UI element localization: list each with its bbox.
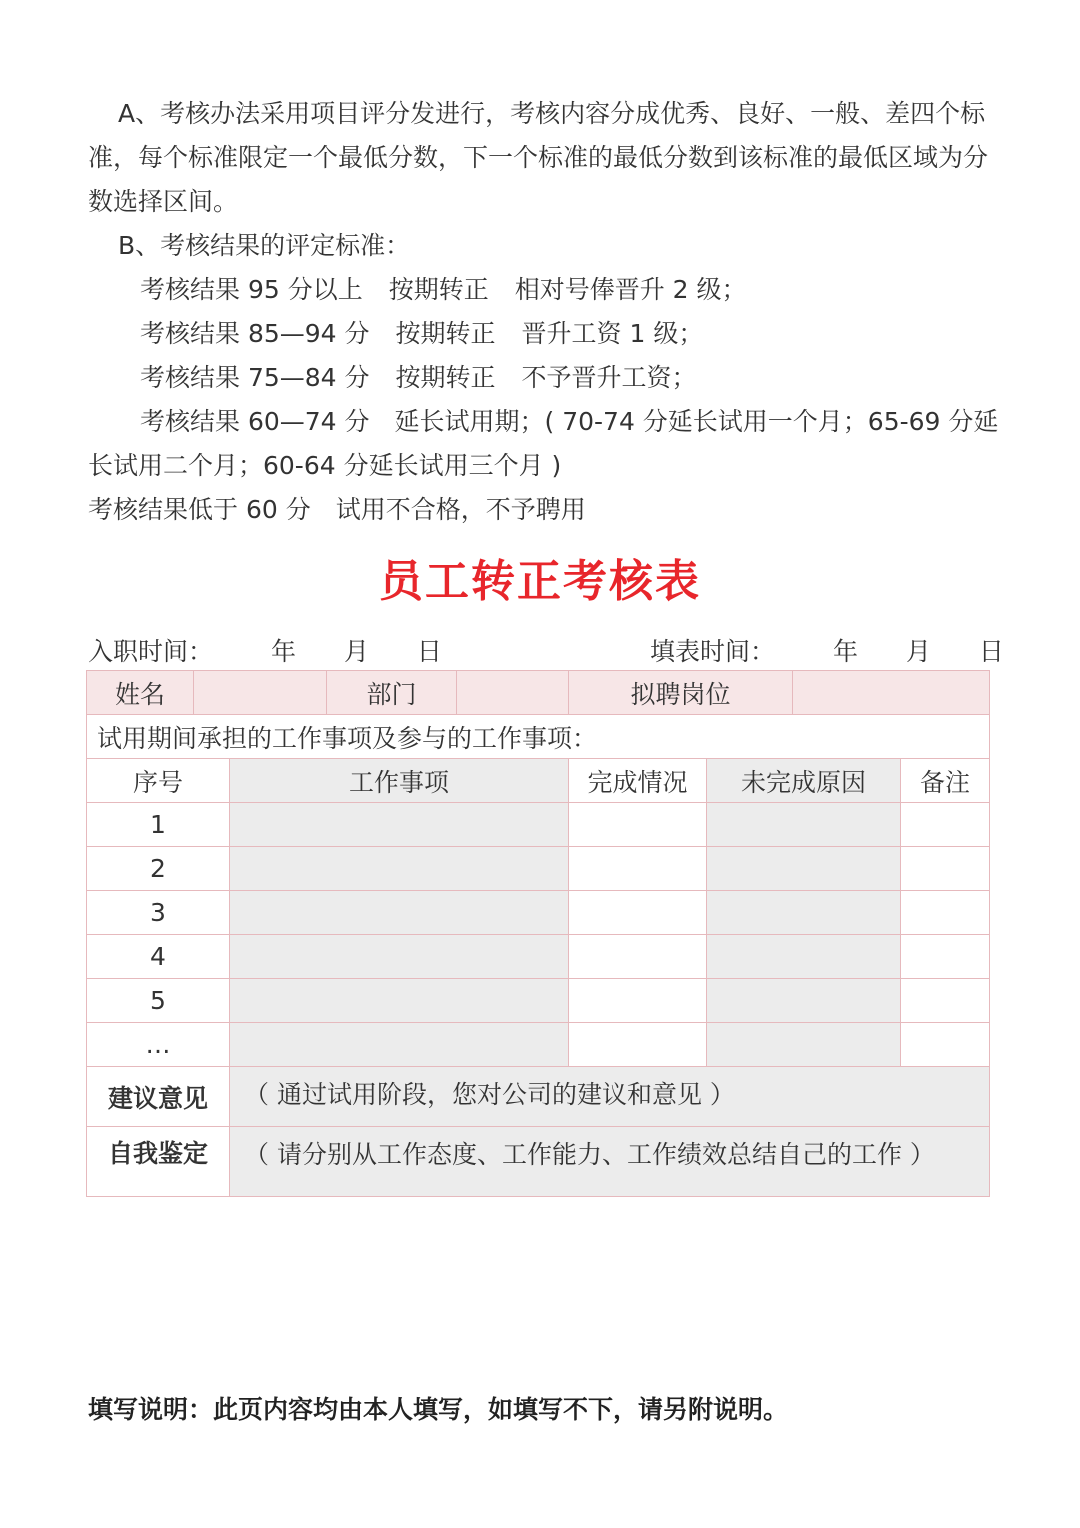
reason-cell[interactable] bbox=[707, 847, 901, 891]
hire-date-label: 入职时间： bbox=[88, 637, 214, 666]
para-a: A、考核办法采用项目评分发进行，考核内容分成优秀、良好、一般、差四个标准，每个标准限定一个最低分数，下一个标准的最低分数到该标准的最低区域为分数选择区间。 bbox=[88, 99, 989, 216]
position-field[interactable] bbox=[793, 671, 990, 715]
remark-cell[interactable] bbox=[901, 1023, 990, 1067]
remark-cell[interactable] bbox=[901, 891, 990, 935]
section-row bbox=[87, 715, 990, 759]
form-title: 员工转正考核表 bbox=[379, 556, 701, 607]
header-reason: 未完成原因 bbox=[707, 759, 901, 803]
work-item-cell[interactable] bbox=[230, 1023, 569, 1067]
status-cell[interactable] bbox=[569, 1023, 707, 1067]
work-item-cell[interactable] bbox=[230, 847, 569, 891]
name-field[interactable] bbox=[194, 671, 327, 715]
suggestion-row bbox=[87, 1067, 990, 1127]
status-cell[interactable] bbox=[569, 935, 707, 979]
rule-1 bbox=[88, 268, 1008, 312]
row-number: 1 bbox=[87, 803, 230, 847]
header-index: 序号 bbox=[87, 759, 230, 803]
table-row bbox=[87, 847, 990, 891]
table-row bbox=[87, 891, 990, 935]
dept-field[interactable] bbox=[457, 671, 569, 715]
suggestion-label: 建议意见 bbox=[87, 1067, 230, 1127]
remark-cell[interactable] bbox=[901, 935, 990, 979]
dept-label: 部门 bbox=[327, 671, 457, 715]
section-label: 试用期间承担的工作事项及参与的工作事项： bbox=[87, 715, 990, 759]
header-remark: 备注 bbox=[901, 759, 990, 803]
rule-1-result: 按期转正 bbox=[388, 275, 489, 304]
remark-cell[interactable] bbox=[901, 803, 990, 847]
self-assessment-field[interactable]: （ 请分别从工作态度、工作能力、工作绩效总结自己的工作 ） bbox=[230, 1127, 990, 1197]
reason-cell[interactable] bbox=[707, 891, 901, 935]
hire-month: 月 bbox=[343, 637, 369, 666]
fill-day: 日 bbox=[978, 637, 1004, 666]
position-label: 拟聘岗位 bbox=[569, 671, 793, 715]
row-number: 2 bbox=[87, 847, 230, 891]
work-item-cell[interactable] bbox=[230, 935, 569, 979]
row-number: 3 bbox=[87, 891, 230, 935]
self-assessment-label: 自我鉴定 bbox=[87, 1127, 230, 1197]
rule-3-extra: 不予晋升工资； bbox=[521, 363, 697, 392]
status-cell[interactable] bbox=[569, 847, 707, 891]
table-row bbox=[87, 979, 990, 1023]
reason-cell[interactable] bbox=[707, 803, 901, 847]
row-number: … bbox=[87, 1023, 230, 1067]
rule-5: 考核结果低于 60 分 试用不合格，不予聘用 bbox=[88, 495, 586, 524]
rule-2-extra: 晋升工资 1 级； bbox=[521, 319, 704, 348]
header-status: 完成情况 bbox=[569, 759, 707, 803]
rule-2 bbox=[88, 312, 1008, 356]
fill-date-label: 填表时间： bbox=[650, 637, 776, 666]
header-work-item: 工作事项 bbox=[230, 759, 569, 803]
reason-cell[interactable] bbox=[707, 935, 901, 979]
reason-cell[interactable] bbox=[707, 979, 901, 1023]
fill-year: 年 bbox=[832, 637, 858, 666]
table-row bbox=[87, 803, 990, 847]
table-row bbox=[87, 1023, 990, 1067]
fill-month: 月 bbox=[905, 637, 931, 666]
info-row bbox=[87, 671, 990, 715]
para-b: B、考核结果的评定标准： bbox=[118, 231, 411, 260]
remark-cell[interactable] bbox=[901, 847, 990, 891]
self-assessment-row bbox=[87, 1127, 990, 1197]
header-row bbox=[87, 759, 990, 803]
hire-day: 日 bbox=[416, 637, 442, 666]
row-number: 5 bbox=[87, 979, 230, 1023]
name-label: 姓名 bbox=[87, 671, 194, 715]
status-cell[interactable] bbox=[569, 979, 707, 1023]
rule-1-extra: 相对号俸晋升 2 级； bbox=[514, 275, 747, 304]
reason-cell[interactable] bbox=[707, 1023, 901, 1067]
work-item-cell[interactable] bbox=[230, 979, 569, 1023]
work-item-cell[interactable] bbox=[230, 803, 569, 847]
rule-3-result: 按期转正 bbox=[395, 363, 496, 392]
row-number: 4 bbox=[87, 935, 230, 979]
fill-note: 填写说明：此页内容均由本人填写，如填写不下，请另附说明。 bbox=[88, 1395, 789, 1424]
rule-2-score: 考核结果 85—94 分 bbox=[140, 319, 370, 348]
status-cell[interactable] bbox=[569, 803, 707, 847]
rule-2-result: 按期转正 bbox=[395, 319, 496, 348]
rule-4: 考核结果 60—74 分 延长试用期；( 70-74 分延长试用一个月；65-69 分延长试用二个月；60-64 分延长试用三个月 ) bbox=[88, 407, 999, 480]
rule-1-score: 考核结果 95 分以上 bbox=[140, 275, 363, 304]
hire-year: 年 bbox=[270, 637, 296, 666]
hire-date bbox=[88, 630, 442, 674]
table-row bbox=[87, 935, 990, 979]
rule-3-score: 考核结果 75—84 分 bbox=[140, 363, 370, 392]
intro-text bbox=[88, 92, 1008, 532]
fill-date bbox=[650, 630, 1004, 674]
status-cell[interactable] bbox=[569, 891, 707, 935]
work-item-cell[interactable] bbox=[230, 891, 569, 935]
suggestion-field[interactable]: （ 通过试用阶段，您对公司的建议和意见 ） bbox=[230, 1067, 990, 1127]
rule-3 bbox=[88, 356, 1008, 400]
remark-cell[interactable] bbox=[901, 979, 990, 1023]
assessment-table bbox=[86, 670, 990, 1197]
